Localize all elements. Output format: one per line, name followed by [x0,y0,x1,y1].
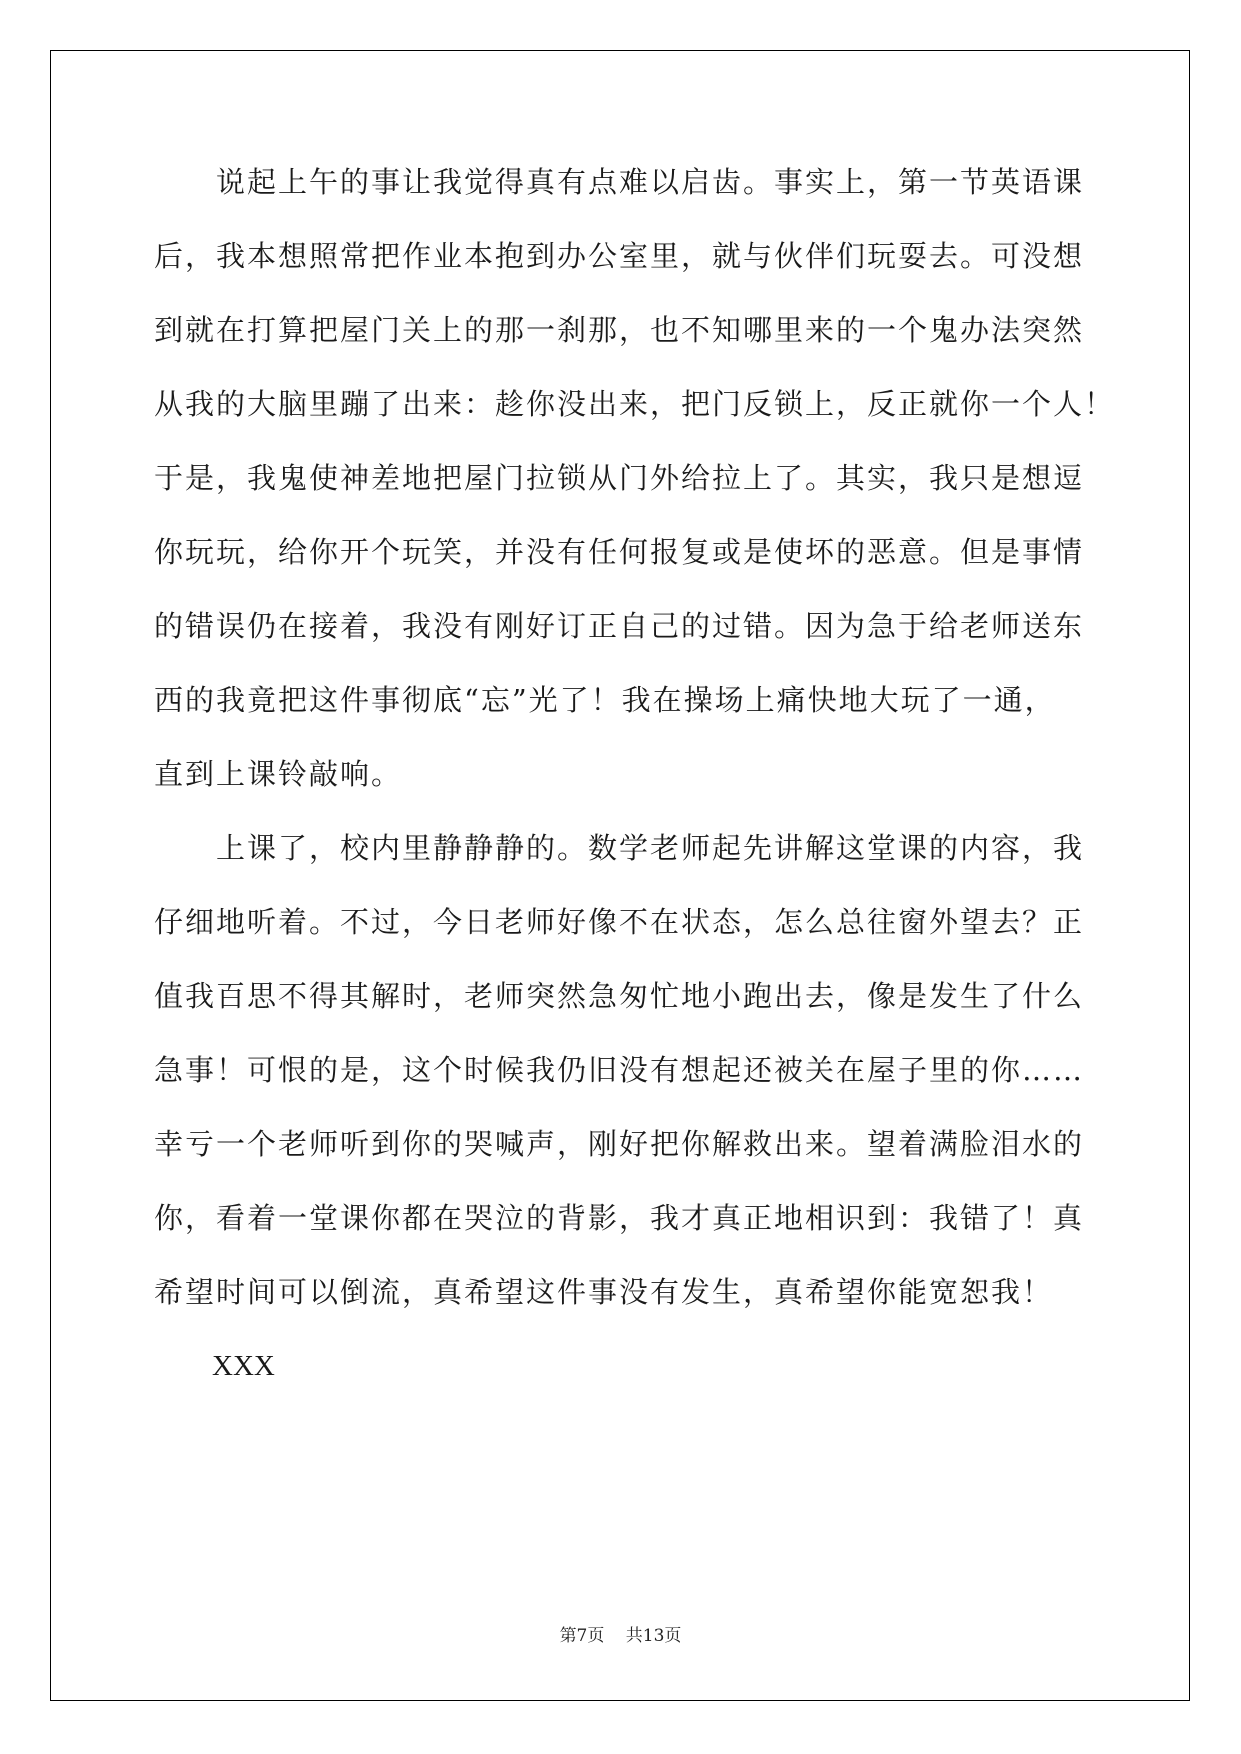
page-number-total: 共13页 [625,1626,682,1646]
paragraph-1-line-1: 说起上午的事让我觉得真有点难以启齿。事实上，第一节英语课 [216,165,1085,199]
paragraph-1-line-9: 直到上课铃敲响。 [154,757,403,791]
page-footer [0,1621,1241,1646]
paragraph-1-line-8: 西的我竟把这件事彻底“忘”光了！我在操场上痛快地大玩了一通， [154,683,1056,717]
page-number-current: 第7页 [559,1626,605,1646]
signature: XXX [212,1350,275,1382]
paragraph-2-line-5: 幸亏一个老师听到你的哭喊声，刚好把你解救出来。望着满脸泪水的 [154,1127,1085,1161]
paragraph-1-line-6: 你玩玩，给你开个玩笑，并没有任何报复或是使坏的恶意。但是事情 [154,535,1085,569]
paragraph-2-line-1: 上课了，校内里静静静的。数学老师起先讲解这堂课的内容，我 [216,831,1085,865]
paragraph-1-line-2: 后，我本想照常把作业本抱到办公室里，就与伙伴们玩耍去。可没想 [154,239,1085,273]
paragraph-2-line-6: 你，看着一堂课你都在哭泣的背影，我才真正地相识到：我错了！真 [154,1201,1085,1235]
paragraph-2-line-2: 仔细地听着。不过，今日老师好像不在状态，怎么总往窗外望去？正 [154,905,1085,939]
document-body [154,164,1116,1422]
paragraph-2-line-4: 急事！可恨的是，这个时候我仍旧没有想起还被关在屋子里的你…… [154,1053,1085,1087]
paragraph-1-line-4: 从我的大脑里蹦了出来：趁你没出来，把门反锁上，反正就你一个人！ [154,387,1116,421]
paragraph-1-line-7: 的错误仍在接着，我没有刚好订正自己的过错。因为急于给老师送东 [154,609,1085,643]
paragraph-2-line-3: 值我百思不得其解时，老师突然急匆忙地小跑出去，像是发生了什么 [154,979,1085,1013]
paragraph-1-line-5: 于是，我鬼使神差地把屋门拉锁从门外给拉上了。其实，我只是想逗 [154,461,1085,495]
paragraph-1-line-3: 到就在打算把屋门关上的那一刹那，也不知哪里来的一个鬼办法突然 [154,313,1085,347]
paragraph-2-line-7: 希望时间可以倒流，真希望这件事没有发生，真希望你能宽恕我！ [154,1275,1054,1309]
